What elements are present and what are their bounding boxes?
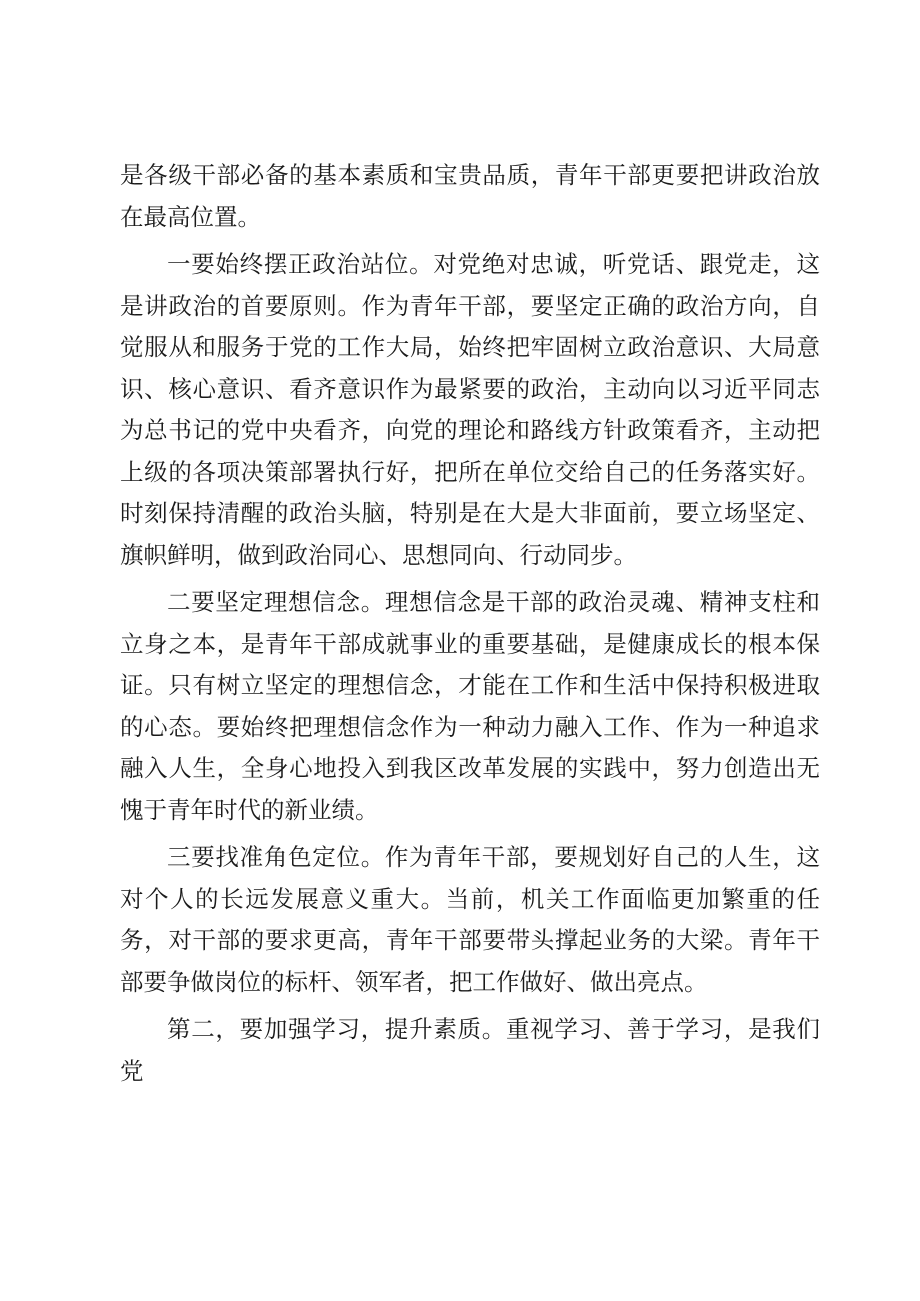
- paragraph-continuation: 是各级干部必备的基本素质和宝贵品质，青年干部更要把讲政治放在最高位置。: [120, 161, 820, 231]
- paragraph-study: 第二，要加强学习，提升素质。重视学习、善于学习，是我们党: [120, 1015, 820, 1085]
- paragraph-role-positioning: 三要找准角色定位。作为青年干部，要规划好自己的人生，这对个人的长远发展意义重大。当前，机关工作面临更加繁重的任务，对干部的要求更高，青年干部要带头撑起业务的大梁。青年干部要争做岗位的标杆、领军者，把工作做好、做出亮点。: [120, 843, 820, 996]
- paragraph-ideals-beliefs: 二要坚定理想信念。理想信念是干部的政治灵魂、精神支柱和立身之本，是青年干部成就事业的重要基础，是健康成长的根本保证。只有树立坚定的理想信念，才能在工作和生活中保持积极进取的心态。要始终把理想信念作为一种动力融入工作、作为一种追求融入人生，全身心地投入到我区改革发展的实践中，努力创造出无愧于青年时代的新业绩。: [120, 588, 820, 824]
- paragraph-political-stance: 一要始终摆正政治站位。对党绝对忠诚，听党话、跟党走，这是讲政治的首要原则。作为青年干部，要坚定正确的政治方向，自觉服从和服务于党的工作大局，始终把牢固树立政治意识、大局意识、核心意识、看齐意识作为最紧要的政治，主动向以习近平同志为总书记的党中央看齐，向党的理论和路线方针政策看齐，主动把上级的各项决策部署执行好，把所在单位交给自己的任务落实好。时刻保持清醒的政治头脑，特别是在大是大非面前，要立场坚定、旗帜鲜明，做到政治同心、思想同向、行动同步。: [120, 250, 820, 569]
- document-body: [120, 155, 820, 1092]
